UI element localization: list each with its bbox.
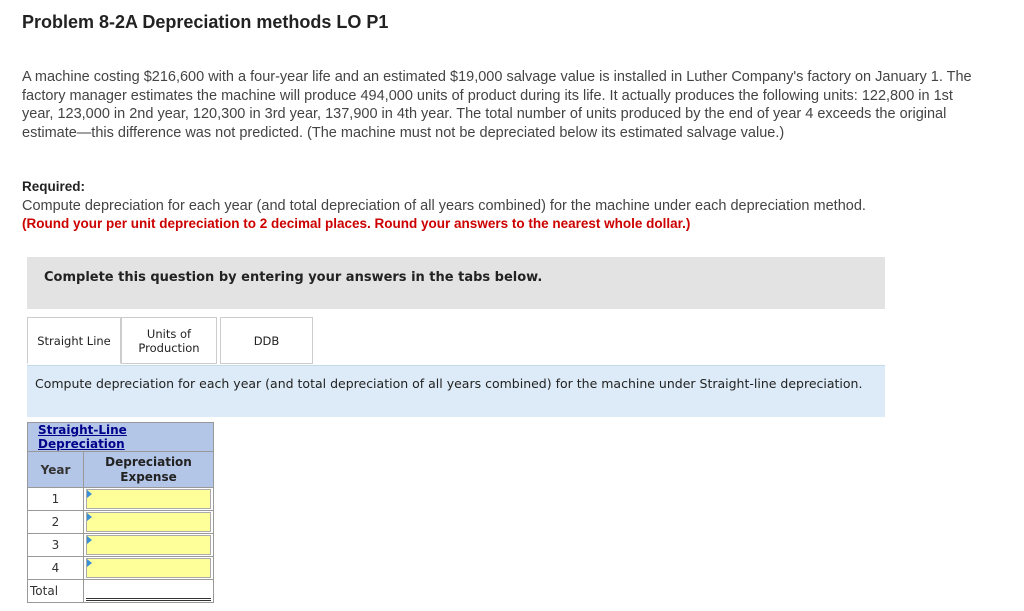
required-text: Compute depreciation for each year (and total depreciation of all years combined) for the machine under each depreciation method. <box>22 198 866 214</box>
tab-label-line1: Units of <box>146 326 192 341</box>
total-label: Total <box>28 580 84 603</box>
year-cell: 2 <box>28 511 84 534</box>
expense-input-year-4[interactable] <box>87 559 210 577</box>
rounding-note: (Round your per unit depreciation to 2 decimal places. Round your answers to the nearest whole dollar.) <box>22 216 691 231</box>
expense-input-year-2[interactable] <box>87 513 210 531</box>
tab-ddb[interactable] <box>220 317 313 364</box>
expense-input-year-3[interactable] <box>87 536 210 554</box>
total-row <box>28 580 214 603</box>
required-label: Required: <box>22 179 86 194</box>
expense-input-year-1[interactable] <box>87 490 210 508</box>
problem-title: Problem 8-2A Depreciation methods LO P1 <box>22 12 389 32</box>
tab-label: DDB <box>253 333 280 348</box>
straight-line-table <box>27 422 214 603</box>
instructions-banner <box>27 257 885 309</box>
tab-instruction: Compute depreciation for each year (and total depreciation of all years combined) for the machine under Straight-line depreciation. <box>27 365 885 417</box>
tab-label: Straight Line <box>37 333 111 348</box>
table-title: Straight-Line Depreciation <box>28 423 214 452</box>
year-cell: 3 <box>28 534 84 557</box>
table-row <box>28 557 214 580</box>
tab-units-of-production[interactable] <box>121 317 217 364</box>
problem-text: A machine costing $216,600 with a four-year life and an estimated $19,000 salvage value is installed in Luther Company's factory on January 1. The factory manager estimates the machine will produce 494,000 units of product during its life. It actually produces the following units: 122,800 in 1st year, 123,000 in 2nd year, 120,300 in 3rd year, 137,900 in 4th year. The total number of units produced by the end of year 4 exceeds the original estimate—this difference was not predicted. (The machine must not be depreciated below its estimated salvage value.) <box>22 69 972 141</box>
tab-straight-line[interactable] <box>27 317 121 364</box>
total-value <box>86 581 211 601</box>
table-row <box>28 534 214 557</box>
year-header: Year <box>28 452 84 488</box>
expense-header-line2: Expense <box>120 469 177 484</box>
table-row <box>28 488 214 511</box>
expense-header-line1: Depreciation <box>105 454 192 469</box>
tab-label-line2: Production <box>138 340 200 355</box>
banner-text: Complete this question by entering your answers in the tabs below. <box>44 270 543 285</box>
table-row <box>28 511 214 534</box>
year-cell: 1 <box>28 488 84 511</box>
expense-header <box>84 452 214 488</box>
year-cell: 4 <box>28 557 84 580</box>
